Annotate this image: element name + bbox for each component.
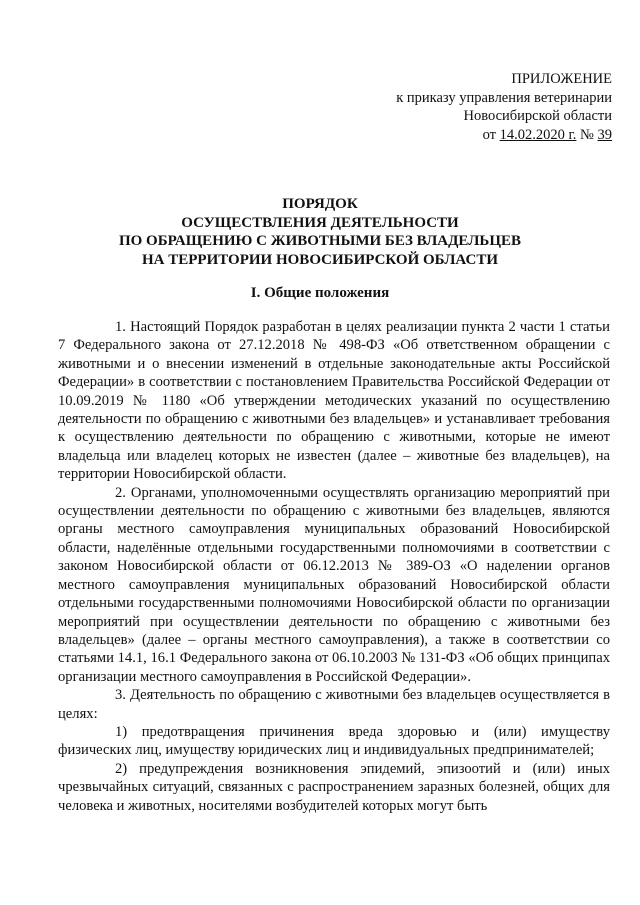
annex-number: 39 (597, 126, 612, 143)
annex-order-line: к приказу управления ветеринарии (396, 89, 612, 106)
paragraph-3-item-2: 2) предупреждения возникновения эпидемий, эпизоотий и (или) иных чрезвычайных ситуаций, связанных с распространением заразных болезней, общих для человека и животных, носителями возбудителей которых могут быть (58, 760, 610, 814)
annex-heading: ПРИЛОЖЕНИЕ (511, 71, 612, 87)
document-body (58, 318, 610, 815)
title-line-3: ПО ОБРАЩЕНИЮ С ЖИВОТНЫМИ БЕЗ ВЛАДЕЛЬЦЕВ (118, 233, 522, 249)
paragraph-3-item-1: 1) предотвращения причинения вреда здоровью и (или) имуществу физических лиц, имуществу юридических лиц и индивидуальных предпринимателей; (58, 723, 610, 759)
annex-region-line: Новосибирской области (463, 108, 612, 124)
title-line-1: ПОРЯДОК (282, 196, 358, 212)
annex-date-line (396, 126, 612, 145)
document-title (0, 195, 640, 269)
paragraph-2: 2. Органами, уполномоченными осуществлять организацию мероприятий при осуществлении деятельности по обращению с животными без владельцев, являются органы местного самоуправления муниципальных образований Новосибирской области, наделённые отдельными государственными полномочиями в соответствии с законом Новосибирской области от 06.12.2013 № 389-ОЗ «О наделении органов местного самоуправления муниципальных образований Новосибирской области отдельными государственными полномочиями Новосибирской области по организации мероприятий при осуществлении деятельности по обращению с животными без владельцев» (далее – органы местного самоуправления), а также в соответствии со статьями 14.1, 16.1 Федерального закона от 06.10.2003 № 131-ФЗ «Об общих принципах организации местного самоуправления в Российской Федерации». (58, 484, 610, 685)
paragraph-3: 3. Деятельность по обращению с животными без владельцев осуществляется в целях: (58, 687, 610, 722)
annex-number-prefix: № (576, 126, 598, 143)
annex-block (396, 70, 612, 144)
annex-date: 14.02.2020 г. (499, 126, 577, 143)
annex-date-prefix: от (482, 126, 500, 143)
title-line-4: НА ТЕРРИТОРИИ НОВОСИБИРСКОЙ ОБЛАСТИ (142, 251, 498, 268)
section-heading: I. Общие положения (250, 285, 390, 301)
title-line-2: ОСУЩЕСТВЛЕНИЯ ДЕЯТЕЛЬНОСТИ (181, 214, 459, 231)
paragraph-1: 1. Настоящий Порядок разработан в целях реализации пункта 2 части 1 статьи 7 Федерального закона от 27.12.2018 № 498-ФЗ «Об ответственном обращении с животными и о внесении изменений в отдельные законодательные акты Российской Федерации» в соответствии с постановлением Правительства Российской Федерации от 10.09.2019 № 1180 «Об утверждении методических указаний по осуществлению деятельности по обращению с животными без владельцев» и устанавливает требования к осуществлению деятельности по обращению с животными, которые не имеют владельца или владелец которых не известен (далее – животные без владельцев), на территории Новосибирской области. (58, 319, 610, 483)
